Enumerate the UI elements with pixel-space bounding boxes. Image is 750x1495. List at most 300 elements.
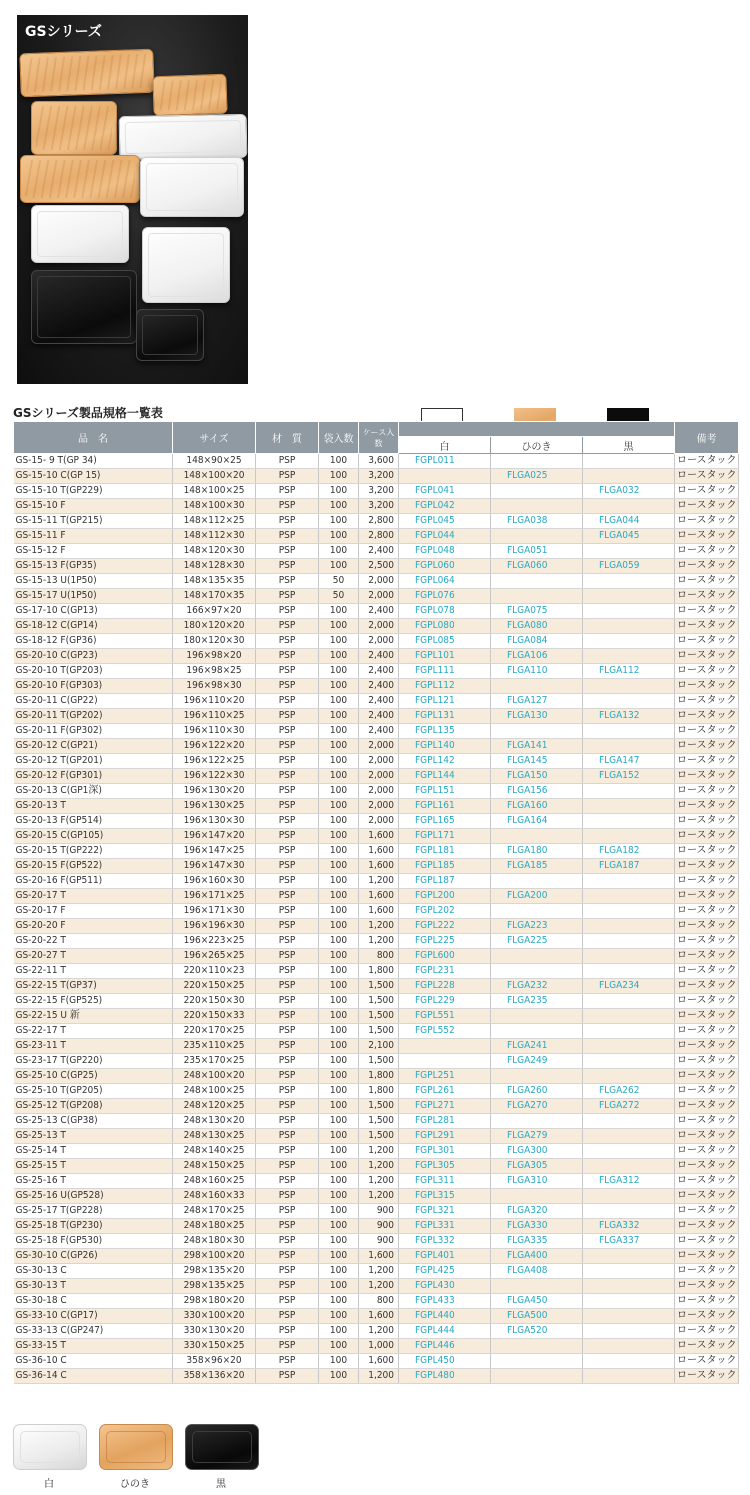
cell-bag-count: 100 [319, 979, 359, 994]
cell-bag-count: 100 [319, 934, 359, 949]
table-row [14, 874, 739, 889]
cell-material: PSP [256, 799, 319, 814]
cell-bag-count: 100 [319, 844, 359, 859]
table-row [14, 604, 739, 619]
cell-bag-count: 100 [319, 469, 359, 484]
cell-code-hinoki: FLGA025 [491, 469, 583, 484]
table-row [14, 724, 739, 739]
spec-table-body [14, 454, 739, 1384]
cell-case-count: 900 [359, 1219, 399, 1234]
cell-product-name: GS-25-15 T [14, 1159, 173, 1174]
cell-material: PSP [256, 1189, 319, 1204]
cell-material: PSP [256, 604, 319, 619]
cell-case-count: 2,100 [359, 1039, 399, 1054]
table-row [14, 934, 739, 949]
cell-case-count: 1,200 [359, 874, 399, 889]
cell-code-black [583, 1054, 675, 1069]
cell-product-name: GS-25-14 T [14, 1144, 173, 1159]
cell-code-hinoki: FLGA400 [491, 1249, 583, 1264]
cell-code-black [583, 619, 675, 634]
cell-case-count: 1,800 [359, 1069, 399, 1084]
cell-product-name: GS-36-10 C [14, 1354, 173, 1369]
cell-product-name: GS-25-17 T(GP228) [14, 1204, 173, 1219]
cell-material: PSP [256, 679, 319, 694]
cell-note: ロースタック [675, 994, 739, 1009]
cell-product-name: GS-17-10 C(GP13) [14, 604, 173, 619]
cell-case-count: 1,200 [359, 1144, 399, 1159]
cell-material: PSP [256, 559, 319, 574]
cell-bag-count: 100 [319, 1144, 359, 1159]
table-row [14, 1219, 739, 1234]
cell-size: 220×150×25 [173, 979, 256, 994]
header-note: 備考 [675, 422, 739, 454]
cell-code-black [583, 739, 675, 754]
cell-case-count: 1,500 [359, 1114, 399, 1129]
cell-bag-count: 100 [319, 799, 359, 814]
cell-code-hinoki [491, 1189, 583, 1204]
cell-code-black: FLGA234 [583, 979, 675, 994]
cell-bag-count: 50 [319, 589, 359, 604]
cell-product-name: GS-20-11 F(GP302) [14, 724, 173, 739]
cell-size: 298×135×25 [173, 1279, 256, 1294]
cell-material: PSP [256, 844, 319, 859]
table-row [14, 799, 739, 814]
cell-size: 196×196×30 [173, 919, 256, 934]
table-row [14, 469, 739, 484]
cell-bag-count: 100 [319, 1339, 359, 1354]
table-row [14, 1039, 739, 1054]
cell-code-black [583, 454, 675, 469]
cell-size: 196×110×25 [173, 709, 256, 724]
cell-case-count: 1,000 [359, 1339, 399, 1354]
cell-size: 148×100×30 [173, 499, 256, 514]
cell-size: 298×180×20 [173, 1294, 256, 1309]
cell-product-name: GS-20-13 C(GP1深) [14, 784, 173, 799]
tray-white-3 [31, 205, 129, 263]
cell-note: ロースタック [675, 979, 739, 994]
cell-case-count: 1,200 [359, 1324, 399, 1339]
cell-code-white: FGPL044 [399, 529, 491, 544]
cell-code-hinoki [491, 679, 583, 694]
cell-code-black: FLGA132 [583, 709, 675, 724]
cell-size: 248×160×25 [173, 1174, 256, 1189]
cell-case-count: 1,200 [359, 1174, 399, 1189]
cell-code-white: FGPL121 [399, 694, 491, 709]
cell-code-hinoki: FLGA185 [491, 859, 583, 874]
cell-code-black [583, 1354, 675, 1369]
cell-bag-count: 100 [319, 919, 359, 934]
cell-code-black: FLGA337 [583, 1234, 675, 1249]
cell-material: PSP [256, 1069, 319, 1084]
cell-case-count: 1,500 [359, 1129, 399, 1144]
table-row [14, 1204, 739, 1219]
tray-white-1 [119, 114, 248, 160]
cell-bag-count: 100 [319, 1219, 359, 1234]
cell-size: 148×100×20 [173, 469, 256, 484]
cell-code-hinoki: FLGA235 [491, 994, 583, 1009]
cell-product-name: GS-30-13 T [14, 1279, 173, 1294]
cell-material: PSP [256, 979, 319, 994]
header-black: 黒 [583, 437, 675, 454]
cell-code-black [583, 694, 675, 709]
cell-note: ロースタック [675, 709, 739, 724]
table-row [14, 964, 739, 979]
cell-code-black: FLGA332 [583, 1219, 675, 1234]
cell-note: ロースタック [675, 1174, 739, 1189]
cell-note: ロースタック [675, 1204, 739, 1219]
cell-product-name: GS-15-10 C(GP 15) [14, 469, 173, 484]
cell-code-hinoki: FLGA320 [491, 1204, 583, 1219]
cell-size: 196×98×30 [173, 679, 256, 694]
cell-product-name: GS-25-16 U(GP528) [14, 1189, 173, 1204]
sample-hinoki-label: ひのき [120, 1479, 150, 1490]
cell-size: 248×130×25 [173, 1129, 256, 1144]
cell-code-white: FGPL078 [399, 604, 491, 619]
cell-code-hinoki [491, 1279, 583, 1294]
sample-black [185, 1424, 259, 1470]
cell-size: 248×180×25 [173, 1219, 256, 1234]
cell-case-count: 1,200 [359, 1159, 399, 1174]
cell-code-white: FGPL011 [399, 454, 491, 469]
cell-note: ロースタック [675, 1114, 739, 1129]
cell-size: 196×122×20 [173, 739, 256, 754]
cell-product-name: GS-25-18 T(GP230) [14, 1219, 173, 1234]
cell-product-name: GS-30-13 C [14, 1264, 173, 1279]
table-row [14, 1264, 739, 1279]
cell-code-hinoki: FLGA520 [491, 1324, 583, 1339]
table-row [14, 1009, 739, 1024]
cell-size: 196×130×20 [173, 784, 256, 799]
cell-product-name: GS-25-10 C(GP25) [14, 1069, 173, 1084]
cell-note: ロースタック [675, 919, 739, 934]
table-row [14, 559, 739, 574]
cell-size: 180×120×20 [173, 619, 256, 634]
cell-product-name: GS-20-15 C(GP105) [14, 829, 173, 844]
table-row [14, 679, 739, 694]
cell-note: ロースタック [675, 499, 739, 514]
table-row [14, 709, 739, 724]
cell-case-count: 800 [359, 949, 399, 964]
cell-bag-count: 100 [319, 769, 359, 784]
cell-case-count: 2,000 [359, 574, 399, 589]
cell-note: ロースタック [675, 1369, 739, 1384]
cell-code-black: FLGA182 [583, 844, 675, 859]
cell-note: ロースタック [675, 1234, 739, 1249]
cell-size: 330×130×20 [173, 1324, 256, 1339]
cell-bag-count: 100 [319, 1354, 359, 1369]
cell-code-white: FGPL080 [399, 619, 491, 634]
cell-material: PSP [256, 499, 319, 514]
cell-note: ロースタック [675, 889, 739, 904]
table-row [14, 844, 739, 859]
cell-code-hinoki [491, 574, 583, 589]
cell-material: PSP [256, 859, 319, 874]
cell-note: ロースタック [675, 1129, 739, 1144]
cell-size: 148×135×35 [173, 574, 256, 589]
cell-product-name: GS-22-15 F(GP525) [14, 994, 173, 1009]
cell-code-black [583, 919, 675, 934]
table-row [14, 1309, 739, 1324]
cell-material: PSP [256, 484, 319, 499]
cell-note: ロースタック [675, 904, 739, 919]
table-row [14, 889, 739, 904]
cell-product-name: GS-20-22 T [14, 934, 173, 949]
cell-material: PSP [256, 1264, 319, 1279]
cell-code-white: FGPL301 [399, 1144, 491, 1159]
cell-bag-count: 100 [319, 1159, 359, 1174]
cell-size: 196×171×25 [173, 889, 256, 904]
cell-code-hinoki: FLGA408 [491, 1264, 583, 1279]
cell-note: ロースタック [675, 1069, 739, 1084]
cell-code-white: FGPL041 [399, 484, 491, 499]
header-hinoki: ひのき [491, 437, 583, 454]
cell-code-black [583, 1039, 675, 1054]
cell-code-white: FGPL433 [399, 1294, 491, 1309]
cell-note: ロースタック [675, 1354, 739, 1369]
cell-case-count: 2,500 [359, 559, 399, 574]
cell-product-name: GS-25-10 T(GP205) [14, 1084, 173, 1099]
cell-material: PSP [256, 574, 319, 589]
cell-code-hinoki: FLGA500 [491, 1309, 583, 1324]
cell-code-hinoki: FLGA310 [491, 1174, 583, 1189]
cell-code-black [583, 1114, 675, 1129]
table-row [14, 1129, 739, 1144]
cell-product-name: GS-30-18 C [14, 1294, 173, 1309]
cell-bag-count: 100 [319, 1369, 359, 1384]
cell-code-white: FGPL171 [399, 829, 491, 844]
cell-code-black [583, 1129, 675, 1144]
cell-code-black [583, 964, 675, 979]
cell-product-name: GS-20-13 F(GP514) [14, 814, 173, 829]
cell-case-count: 2,400 [359, 709, 399, 724]
cell-code-white: FGPL060 [399, 559, 491, 574]
cell-product-name: GS-22-15 U 新 [14, 1009, 173, 1024]
cell-bag-count: 100 [319, 1024, 359, 1039]
cell-material: PSP [256, 1279, 319, 1294]
cell-product-name: GS-20-20 F [14, 919, 173, 934]
cell-note: ロースタック [675, 964, 739, 979]
cell-product-name: GS-15- 9 T(GP 34) [14, 454, 173, 469]
product-photo [17, 15, 248, 384]
cell-material: PSP [256, 514, 319, 529]
cell-material: PSP [256, 994, 319, 1009]
cell-product-name: GS-25-12 T(GP208) [14, 1099, 173, 1114]
cell-size: 148×112×25 [173, 514, 256, 529]
cell-code-black [583, 1144, 675, 1159]
cell-material: PSP [256, 919, 319, 934]
cell-code-black: FLGA187 [583, 859, 675, 874]
cell-material: PSP [256, 739, 319, 754]
cell-note: ロースタック [675, 589, 739, 604]
cell-material: PSP [256, 1294, 319, 1309]
cell-code-black [583, 814, 675, 829]
table-row [14, 1249, 739, 1264]
cell-material: PSP [256, 1024, 319, 1039]
cell-note: ロースタック [675, 559, 739, 574]
table-row [14, 634, 739, 649]
cell-code-black [583, 1264, 675, 1279]
cell-code-white [399, 1054, 491, 1069]
cell-code-white: FGPL401 [399, 1249, 491, 1264]
cell-code-black [583, 1189, 675, 1204]
table-row [14, 979, 739, 994]
cell-size: 196×265×25 [173, 949, 256, 964]
cell-code-black [583, 1249, 675, 1264]
cell-code-white: FGPL430 [399, 1279, 491, 1294]
table-row [14, 1069, 739, 1084]
cell-bag-count: 100 [319, 499, 359, 514]
cell-case-count: 2,400 [359, 604, 399, 619]
cell-size: 196×98×20 [173, 649, 256, 664]
cell-size: 248×120×25 [173, 1099, 256, 1114]
cell-case-count: 2,000 [359, 754, 399, 769]
cell-code-hinoki: FLGA060 [491, 559, 583, 574]
cell-note: ロースタック [675, 454, 739, 469]
table-row [14, 1114, 739, 1129]
cell-code-black [583, 544, 675, 559]
table-row [14, 1279, 739, 1294]
table-row [14, 994, 739, 1009]
cell-code-white: FGPL331 [399, 1219, 491, 1234]
cell-size: 196×160×30 [173, 874, 256, 889]
cell-code-white: FGPL135 [399, 724, 491, 739]
cell-code-white [399, 1039, 491, 1054]
cell-code-hinoki [491, 1354, 583, 1369]
cell-code-black [583, 1159, 675, 1174]
cell-product-name: GS-20-17 T [14, 889, 173, 904]
cell-code-hinoki: FLGA075 [491, 604, 583, 619]
cell-note: ロースタック [675, 649, 739, 664]
cell-material: PSP [256, 814, 319, 829]
cell-material: PSP [256, 874, 319, 889]
cell-code-white: FGPL085 [399, 634, 491, 649]
cell-code-white: FGPL551 [399, 1009, 491, 1024]
cell-case-count: 1,500 [359, 994, 399, 1009]
cell-case-count: 2,000 [359, 784, 399, 799]
cell-note: ロースタック [675, 1294, 739, 1309]
cell-material: PSP [256, 709, 319, 724]
cell-code-white: FGPL064 [399, 574, 491, 589]
cell-code-white: FGPL271 [399, 1099, 491, 1114]
cell-bag-count: 100 [319, 1129, 359, 1144]
cell-bag-count: 100 [319, 739, 359, 754]
table-row [14, 859, 739, 874]
cell-bag-count: 100 [319, 754, 359, 769]
cell-code-hinoki [491, 1024, 583, 1039]
cell-code-black: FLGA059 [583, 559, 675, 574]
cell-bag-count: 50 [319, 574, 359, 589]
cell-product-name: GS-22-11 T [14, 964, 173, 979]
spec-table [13, 421, 739, 1384]
cell-bag-count: 100 [319, 1264, 359, 1279]
cell-product-name: GS-33-13 C(GP247) [14, 1324, 173, 1339]
cell-material: PSP [256, 454, 319, 469]
cell-code-white: FGPL076 [399, 589, 491, 604]
cell-code-hinoki: FLGA110 [491, 664, 583, 679]
cell-material: PSP [256, 904, 319, 919]
cell-note: ロースタック [675, 1324, 739, 1339]
cell-note: ロースタック [675, 1219, 739, 1234]
cell-size: 248×100×20 [173, 1069, 256, 1084]
cell-note: ロースタック [675, 829, 739, 844]
cell-code-hinoki: FLGA127 [491, 694, 583, 709]
cell-code-black [583, 724, 675, 739]
cell-case-count: 2,000 [359, 799, 399, 814]
cell-bag-count: 100 [319, 889, 359, 904]
cell-size: 196×122×30 [173, 769, 256, 784]
cell-material: PSP [256, 589, 319, 604]
cell-case-count: 1,600 [359, 1309, 399, 1324]
cell-bag-count: 100 [319, 1039, 359, 1054]
cell-bag-count: 100 [319, 964, 359, 979]
cell-code-black: FLGA262 [583, 1084, 675, 1099]
cell-case-count: 1,600 [359, 889, 399, 904]
cell-note: ロースタック [675, 859, 739, 874]
table-row [14, 544, 739, 559]
cell-material: PSP [256, 724, 319, 739]
cell-code-white: FGPL446 [399, 1339, 491, 1354]
cell-code-white: FGPL045 [399, 514, 491, 529]
cell-code-black: FLGA045 [583, 529, 675, 544]
cell-bag-count: 100 [319, 679, 359, 694]
cell-size: 220×110×23 [173, 964, 256, 979]
cell-size: 330×100×20 [173, 1309, 256, 1324]
sample-black-label: 黒 [216, 1479, 226, 1490]
cell-code-hinoki [491, 1009, 583, 1024]
cell-code-black [583, 1024, 675, 1039]
cell-case-count: 2,400 [359, 724, 399, 739]
cell-size: 148×120×30 [173, 544, 256, 559]
cell-code-white: FGPL200 [399, 889, 491, 904]
cell-size: 248×140×25 [173, 1144, 256, 1159]
cell-bag-count: 100 [319, 1084, 359, 1099]
cell-case-count: 2,400 [359, 679, 399, 694]
cell-code-white: FGPL425 [399, 1264, 491, 1279]
cell-code-hinoki: FLGA051 [491, 544, 583, 559]
cell-code-black [583, 934, 675, 949]
cell-code-hinoki: FLGA249 [491, 1054, 583, 1069]
cell-code-white: FGPL311 [399, 1174, 491, 1189]
cell-product-name: GS-20-10 T(GP203) [14, 664, 173, 679]
cell-case-count: 2,400 [359, 664, 399, 679]
cell-case-count: 1,500 [359, 979, 399, 994]
cell-code-black [583, 1369, 675, 1384]
cell-product-name: GS-15-10 T(GP229) [14, 484, 173, 499]
cell-code-white: FGPL185 [399, 859, 491, 874]
cell-product-name: GS-22-17 T [14, 1024, 173, 1039]
cell-product-name: GS-25-13 C(GP38) [14, 1114, 173, 1129]
table-row [14, 619, 739, 634]
cell-material: PSP [256, 1354, 319, 1369]
cell-code-black: FLGA272 [583, 1099, 675, 1114]
cell-case-count: 1,500 [359, 1009, 399, 1024]
cell-bag-count: 100 [319, 724, 359, 739]
cell-case-count: 1,500 [359, 1024, 399, 1039]
table-row [14, 589, 739, 604]
cell-note: ロースタック [675, 1054, 739, 1069]
table-title: GSシリーズ製品規格一覧表 [13, 406, 163, 420]
cell-code-black [583, 589, 675, 604]
cell-code-hinoki [491, 904, 583, 919]
cell-code-hinoki [491, 1069, 583, 1084]
cell-material: PSP [256, 1309, 319, 1324]
cell-note: ロースタック [675, 934, 739, 949]
cell-code-white: FGPL332 [399, 1234, 491, 1249]
table-row [14, 499, 739, 514]
cell-material: PSP [256, 1144, 319, 1159]
cell-product-name: GS-20-27 T [14, 949, 173, 964]
cell-size: 196×171×30 [173, 904, 256, 919]
